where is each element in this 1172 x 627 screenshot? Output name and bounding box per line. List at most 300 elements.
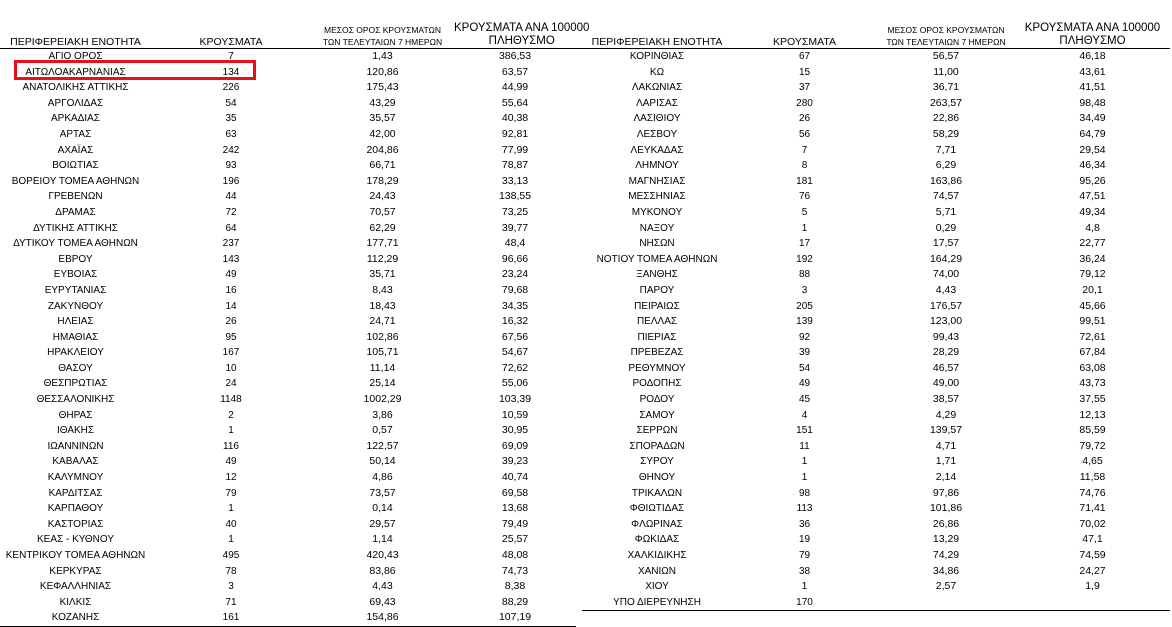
cases-value: 37: [798, 82, 811, 94]
cases-per-100000-value: 88,29: [501, 595, 529, 608]
table-row: [0, 548, 576, 564]
table-row: [0, 517, 576, 533]
table-row: [582, 80, 1170, 96]
avg-7-days-value: 97,86: [932, 486, 960, 499]
cases-value: 7: [801, 144, 808, 156]
cases-value: 139: [796, 316, 813, 328]
cases-per-100000-value: 92,81: [501, 127, 529, 140]
avg-7-days-value: 1,14: [372, 533, 393, 546]
table-row: [582, 205, 1170, 221]
table-row: [0, 454, 576, 470]
cases-value: 76: [798, 191, 811, 203]
region-name: ΒΟΡΕΙΟΥ ΤΟΜΕΑ ΑΘΗΝΩΝ: [11, 175, 140, 187]
table-row: [582, 361, 1170, 377]
table-row: [582, 579, 1170, 595]
cases-value: 36: [798, 518, 811, 530]
cases-value: 1: [228, 534, 234, 546]
cases-value: 93: [225, 160, 237, 172]
avg-7-days-value: 5,71: [935, 205, 957, 218]
cases-value: 98: [798, 487, 811, 499]
cases-per-100000-value: 74,59: [1079, 549, 1106, 561]
cases-value: 14: [225, 300, 237, 312]
region-name: ΠΙΕΡΙΑΣ: [637, 331, 677, 343]
cases-per-100000-value: 30,95: [501, 424, 529, 437]
table-row: [582, 127, 1170, 143]
region-name: ΚΟΖΑΝΗΣ: [0, 610, 151, 626]
region-name: ΛΗΜΝΟΥ: [635, 160, 679, 172]
region-name: ΦΘΙΩΤΙΔΑΣ: [629, 503, 685, 515]
region-name: ΣΑΜΟΥ: [639, 409, 675, 421]
right-table-header: [582, 14, 1170, 49]
avg-7-days-value: 34,86: [932, 564, 960, 577]
cases-per-100000-value: 10,59: [501, 408, 529, 421]
cases-per-100000-value: 36,24: [1079, 252, 1106, 265]
table-row: [582, 174, 1170, 190]
cases-per-100000-value: 13,68: [501, 502, 529, 515]
avg-7-days-value: 102,86: [366, 330, 399, 343]
table-row: [582, 392, 1170, 408]
table-row: [582, 454, 1170, 470]
table-row: [0, 486, 576, 502]
region-name: ΘΕΣΣΑΛΟΝΙΚΗΣ: [36, 394, 115, 406]
cases-per-100000-value: 71,41: [1079, 502, 1106, 515]
cases-per-100000-value: 138,55: [498, 190, 532, 203]
cases-per-100000-value: 16,32: [501, 315, 529, 328]
header-avg-7-days: ΜΕΣΟΣ ΟΡΟΣ ΚΡΟΥΣΜΑΤΩΝ ΤΩΝ ΤΕΛΕΥΤΑΙΩΝ 7 ΗΜΕΡΩΝ: [877, 14, 1015, 49]
cases-per-100000-value: 85,59: [1079, 424, 1106, 437]
table-row: [0, 127, 576, 143]
header-cases-per-100000: ΚΡΟΥΣΜΑΤΑ ΑΝΑ 100000 ΠΛΗΘΥΣΜΟ: [1015, 14, 1170, 49]
region-name: ΝΗΣΩΝ: [639, 238, 675, 250]
avg-7-days-value: 43,29: [369, 96, 396, 109]
table-row: [582, 236, 1170, 252]
table-row: [582, 314, 1170, 330]
cases-value: 226: [222, 82, 240, 94]
avg-7-days-value: 11,14: [369, 361, 396, 374]
region-name: ΛΕΣΒΟΥ: [636, 128, 678, 140]
avg-7-days-value: 18,43: [369, 299, 396, 312]
cases-value: 16: [225, 284, 237, 296]
avg-7-days-value: 2,14: [935, 471, 957, 484]
table-row: [0, 579, 576, 595]
cases-per-100000-value: 79,12: [1079, 268, 1106, 281]
cases-per-100000-value: 25,57: [501, 533, 529, 546]
cases-value: 17: [798, 238, 811, 250]
table-row: [0, 283, 576, 299]
table-row: [582, 517, 1170, 533]
region-name: ΚΑΡΔΙΤΣΑΣ: [48, 487, 103, 499]
table-row: [0, 376, 576, 392]
cases-value: 2: [228, 409, 234, 421]
cases-value: 7: [228, 51, 234, 62]
cases-per-100000-value: 70,02: [1079, 517, 1106, 530]
table-row: [0, 564, 576, 580]
avg-7-days-value: 74,00: [932, 268, 960, 281]
avg-7-days-value: 56,57: [932, 50, 960, 62]
region-name: ΧΑΝΙΩΝ: [637, 565, 677, 577]
cases-value: 196: [222, 175, 240, 187]
cases-value: 38: [798, 565, 811, 577]
avg-7-days-value: 176,57: [929, 299, 963, 312]
table-row: [0, 330, 576, 346]
table-row: [582, 376, 1170, 392]
avg-7-days-value: 4,43: [935, 283, 957, 296]
cases-value: 3: [228, 581, 234, 593]
right-data-table: [582, 49, 1170, 611]
cases-per-100000-value: 34,35: [501, 299, 529, 312]
cases-per-100000-value: 12,13: [1079, 408, 1106, 421]
avg-7-days-value: 73,57: [369, 486, 396, 499]
table-row: [582, 470, 1170, 486]
cases-value: 54: [225, 97, 237, 109]
region-name: ΑΧΑΪΑΣ: [57, 144, 94, 156]
table-row: [0, 423, 576, 439]
region-name: ΛΑΚΩΝΙΑΣ: [631, 82, 683, 94]
region-name: ΤΡΙΚΑΛΩΝ: [631, 487, 683, 499]
avg-7-days-value: 29,57: [369, 517, 396, 530]
cases-value: 280: [796, 97, 813, 109]
cases-value: 49: [225, 269, 237, 281]
table-row: [0, 532, 576, 548]
region-name: ΑΓΙΟ ΟΡΟΣ: [48, 51, 103, 62]
table-row: [582, 111, 1170, 127]
avg-7-days-value: 3,86: [372, 408, 393, 421]
region-name: ΕΒΡΟΥ: [58, 253, 93, 265]
table-row: [582, 408, 1170, 424]
region-name: ΣΥΡΟΥ: [640, 456, 674, 468]
cases-value: 1: [801, 222, 808, 234]
region-name: ΑΙΤΩΛΟΑΚΑΡΝΑΝΙΑΣ: [25, 66, 126, 78]
cases-value: 1: [228, 503, 234, 515]
table-row: [582, 345, 1170, 361]
cases-per-100000-value: 67,56: [501, 330, 529, 343]
table-row: [0, 392, 576, 408]
cases-value: 1: [801, 581, 808, 593]
region-name: ΠΑΡΟΥ: [639, 284, 675, 296]
avg-7-days-value: 11,00: [933, 65, 959, 78]
cases-per-100000-value: 24,27: [1079, 564, 1106, 577]
avg-7-days-value: 22,86: [932, 112, 960, 125]
cases-value: 5: [801, 206, 808, 218]
region-name: ΝΑΞΟΥ: [639, 222, 675, 234]
avg-7-days-value: 25,14: [369, 377, 396, 390]
cases-value: 495: [222, 550, 240, 561]
table-row: [582, 158, 1170, 174]
avg-7-days-value: 204,86: [366, 143, 399, 156]
region-name: ΡΕΘΥΜΝΟΥ: [628, 362, 686, 374]
cases-per-100000-value: 43,73: [1079, 377, 1106, 390]
header-cases: ΚΡΟΥΣΜΑΤΑ: [732, 14, 877, 49]
table-row: [0, 205, 576, 221]
cases-value: 35: [225, 113, 237, 125]
region-name: ΠΡΕΒΕΖΑΣ: [630, 347, 684, 359]
avg-7-days-value: 123,00: [929, 315, 963, 328]
region-name: ΚΕΝΤΡΙΚΟΥ ΤΟΜΕΑ ΑΘΗΝΩΝ: [5, 550, 146, 561]
avg-7-days-value: 17,57: [932, 237, 960, 250]
avg-7-days-value: 154,86: [311, 610, 454, 626]
avg-7-days-value: 74,57: [932, 190, 960, 203]
avg-7-days-value: 50,14: [369, 455, 396, 468]
cases-per-100000-value: 20,1: [1082, 283, 1103, 296]
table-row: [582, 143, 1170, 159]
cases-value: 71: [225, 596, 237, 608]
region-name: ΚΑΒΑΛΑΣ: [52, 456, 99, 468]
cases-per-100000-value: 44,99: [501, 81, 529, 94]
avg-7-days-value: 66,71: [369, 159, 396, 172]
table-row: [582, 267, 1170, 283]
cases-value: 170: [732, 595, 877, 611]
cases-per-100000-value: 48,4: [504, 237, 526, 250]
cases-value: 161: [151, 610, 311, 626]
cases-value: 63: [225, 128, 237, 140]
cases-per-100000-value: 47,51: [1079, 190, 1106, 203]
avg-7-days-value: 8,43: [372, 283, 393, 296]
cases-per-100000-value: 22,77: [1079, 237, 1106, 250]
region-name: ΠΕΛΛΑΣ: [636, 316, 678, 328]
cases-value: 167: [222, 347, 240, 359]
region-name: ΓΡΕΒΕΝΩΝ: [48, 191, 103, 203]
avg-7-days-value: 0,14: [372, 502, 393, 515]
cases-value: 15: [798, 66, 811, 78]
table-row: [582, 501, 1170, 517]
avg-7-days-value: 0,57: [372, 424, 393, 437]
cases-per-100000-value: 72,62: [501, 361, 529, 374]
region-name: ΗΜΑΘΙΑΣ: [52, 331, 99, 343]
region-name: ΦΩΚΙΔΑΣ: [634, 534, 680, 546]
table-row: [0, 80, 576, 96]
region-name: ΚΕΦΑΛΛΗΝΙΑΣ: [39, 581, 112, 593]
region-name: ΘΕΣΠΡΩΤΙΑΣ: [43, 378, 108, 390]
avg-7-days-value: 99,43: [932, 330, 960, 343]
cases-per-100000-value: 39,77: [501, 221, 529, 234]
avg-7-days-value: 7,71: [935, 143, 957, 156]
cases-per-100000-value: 55,06: [501, 377, 529, 390]
left-table-header: [0, 14, 589, 49]
avg-7-days-value: 112,29: [366, 252, 399, 265]
table-row: [0, 158, 576, 174]
cases-value: 40: [225, 518, 237, 530]
cases-value: 78: [225, 565, 237, 577]
cases-per-100000-value: 29,54: [1079, 143, 1106, 156]
table-row: [0, 361, 576, 377]
header-cases: ΚΡΟΥΣΜΑΤΑ: [151, 14, 311, 49]
region-name: ΛΑΣΙΘΙΟΥ: [633, 113, 681, 125]
cases-per-100000-value: 49,34: [1079, 205, 1106, 218]
cases-value: 79: [225, 487, 237, 499]
region-name: ΧΙΟΥ: [645, 581, 669, 593]
table-row: [0, 111, 576, 127]
avg-7-days-value: 122,57: [366, 439, 399, 452]
cases-value: 1148: [220, 394, 242, 406]
highlight-box: [14, 60, 256, 80]
region-name: ΔΥΤΙΚΗΣ ΑΤΤΙΚΗΣ: [33, 222, 118, 234]
avg-7-days-value: 69,43: [369, 595, 396, 608]
region-name: ΜΕΣΣΗΝΙΑΣ: [628, 191, 686, 203]
avg-7-days-value: 1,43: [372, 50, 393, 62]
avg-7-days-value: 24,43: [369, 190, 396, 203]
avg-7-days-value: 164,29: [929, 252, 963, 265]
cases-value: 45: [798, 394, 811, 406]
region-name: ΧΑΛΚΙΔΙΚΗΣ: [627, 550, 687, 561]
cases-per-100000-value: 64,79: [1079, 127, 1106, 140]
table-row: [0, 439, 576, 455]
region-name: ΗΡΑΚΛΕΙΟΥ: [47, 347, 104, 359]
region-name: ΑΝΑΤΟΛΙΚΗΣ ΑΤΤΙΚΗΣ: [22, 82, 129, 94]
avg-7-days-value: 105,71: [366, 346, 399, 359]
cases-value: 237: [222, 238, 240, 250]
cases-per-100000-value: 48,08: [501, 549, 529, 561]
cases-per-100000-value: [1015, 595, 1170, 611]
region-name: ΞΑΝΘΗΣ: [636, 269, 678, 281]
cases-value: 24: [225, 378, 237, 390]
avg-7-days-value: 74,29: [932, 549, 960, 561]
cases-per-100000-value: 72,61: [1079, 330, 1106, 343]
avg-7-days-value: [877, 595, 1015, 611]
region-name: ΚΕΡΚΥΡΑΣ: [49, 565, 102, 577]
avg-7-days-value: 2,57: [935, 580, 957, 593]
avg-7-days-value: 36,71: [932, 81, 960, 94]
table-row: [582, 486, 1170, 502]
cases-per-100000-value: 55,64: [501, 96, 529, 109]
cases-value: 72: [225, 206, 237, 218]
table-row: [0, 501, 576, 517]
region-name: ΚΑΣΤΟΡΙΑΣ: [47, 518, 104, 530]
cases-value: 3: [801, 284, 808, 296]
table-row: [0, 267, 576, 283]
cases-per-100000-value: 46,18: [1079, 50, 1106, 62]
avg-7-days-value: 1002,29: [363, 393, 402, 406]
region-name: ΔΥΤΙΚΟΥ ΤΟΜΕΑ ΑΘΗΝΩΝ: [13, 238, 138, 250]
region-name: ΙΘΑΚΗΣ: [56, 425, 95, 437]
cases-per-100000-value: 40,38: [501, 112, 529, 125]
cases-value: 26: [225, 316, 237, 328]
cases-per-100000-value: 46,34: [1079, 159, 1106, 172]
cases-value: 79: [798, 550, 811, 561]
avg-7-days-value: 4,29: [935, 408, 957, 421]
avg-7-days-value: 139,57: [929, 424, 963, 437]
avg-7-days-value: 24,71: [369, 315, 396, 328]
avg-7-days-value: 35,57: [369, 112, 396, 125]
cases-per-100000-value: 63,08: [1079, 361, 1106, 374]
table-row: [582, 283, 1170, 299]
cases-value: 242: [222, 144, 240, 156]
region-name: ΕΥΡΥΤΑΝΙΑΣ: [44, 284, 107, 296]
avg-7-days-value: 101,86: [929, 502, 963, 515]
cases-per-100000-value: 98,48: [1079, 96, 1106, 109]
table-row: [582, 330, 1170, 346]
cases-per-100000-value: 34,49: [1079, 112, 1106, 125]
cases-value: 134: [222, 66, 240, 78]
table-row: [582, 299, 1170, 315]
cases-value: 143: [222, 253, 240, 265]
region-name: ΘΑΣΟΥ: [58, 362, 93, 374]
avg-7-days-value: 42,00: [369, 127, 396, 140]
table-row: [582, 65, 1170, 81]
avg-7-days-value: 70,57: [369, 205, 396, 218]
cases-value: 95: [225, 331, 237, 343]
avg-7-days-value: 4,71: [935, 439, 957, 452]
region-name: ΣΕΡΡΩΝ: [636, 425, 678, 437]
avg-7-days-value: 13,29: [932, 533, 960, 546]
region-name: ΙΩΑΝΝΙΝΩΝ: [47, 440, 104, 452]
left-data-table: [0, 49, 576, 627]
cases-per-100000-value: 79,68: [501, 283, 529, 296]
cases-per-100000-value: 79,49: [501, 517, 529, 530]
region-name: ΚΟΡΙΝΘΙΑΣ: [629, 51, 685, 62]
cases-per-100000-value: 78,87: [501, 159, 529, 172]
region-name: ΑΡΚΑΔΙΑΣ: [51, 113, 100, 125]
table-row: [0, 236, 576, 252]
avg-7-days-value: 38,57: [932, 393, 960, 406]
cases-value: 49: [225, 456, 237, 468]
cases-value: 67: [798, 51, 811, 62]
table-row: [0, 470, 576, 486]
cases-value: 19: [798, 534, 811, 546]
table-row: [0, 314, 576, 330]
region-name: ΠΕΙΡΑΙΩΣ: [634, 300, 680, 312]
table-row: [0, 408, 576, 424]
cases-per-100000-value: 40,74: [501, 471, 529, 484]
region-name: ΚΑΛΥΜΝΟΥ: [47, 472, 104, 484]
cases-per-100000-value: 4,65: [1082, 455, 1103, 468]
table-row: [582, 252, 1170, 268]
table-row: [582, 439, 1170, 455]
cases-per-100000-value: 45,66: [1079, 299, 1106, 312]
cases-per-100000-value: 63,57: [501, 65, 529, 78]
cases-per-100000-value: 77,99: [501, 143, 529, 156]
avg-7-days-value: 178,29: [366, 174, 399, 187]
cases-value: 181: [796, 175, 813, 187]
table-row: [0, 345, 576, 361]
avg-7-days-value: 28,29: [932, 346, 960, 359]
table-row: [0, 595, 576, 611]
header-avg-7-days: ΜΕΣΟΣ ΟΡΟΣ ΚΡΟΥΣΜΑΤΩΝ ΤΩΝ ΤΕΛΕΥΤΑΙΩΝ 7 ΗΜΕΡΩΝ: [311, 14, 454, 49]
cases-value: 205: [796, 300, 813, 312]
table-row: [0, 143, 576, 159]
avg-7-days-value: 4,43: [372, 580, 393, 593]
cases-per-100000-value: 39,23: [501, 455, 529, 468]
avg-7-days-value: 0,29: [935, 221, 957, 234]
cases-per-100000-value: 23,24: [501, 268, 529, 281]
avg-7-days-value: 83,86: [369, 564, 396, 577]
cases-value: 8: [801, 160, 808, 172]
table-row: [0, 221, 576, 237]
region-name: ΚΩ: [649, 66, 665, 78]
header-region: ΠΕΡΙΦΕΡΕΙΑΚΗ ΕΝΟΤΗΤΑ: [582, 14, 732, 49]
cases-value: 92: [798, 331, 811, 343]
cases-per-100000-value: 386,53: [498, 50, 532, 62]
region-name: ΗΛΕΙΑΣ: [57, 316, 94, 328]
cases-value: 1: [801, 472, 808, 484]
cases-value: 1: [801, 456, 808, 468]
region-name: ΣΠΟΡΑΔΩΝ: [629, 440, 685, 452]
table-row: [582, 548, 1170, 564]
avg-7-days-value: 26,86: [932, 517, 960, 530]
cases-per-100000-value: 11,58: [1079, 471, 1106, 484]
region-name: ΛΑΡΙΣΑΣ: [636, 97, 678, 109]
cases-value: 116: [223, 440, 239, 452]
table-row: [582, 564, 1170, 580]
avg-7-days-value: 263,57: [929, 96, 963, 109]
region-name: ΖΑΚΥΝΘΟΥ: [47, 300, 104, 312]
region-name: ΘΗΝΟΥ: [638, 472, 676, 484]
table-row: [0, 96, 576, 112]
cases-per-100000-value: 95,26: [1079, 174, 1106, 187]
region-name: ΛΕΥΚΑΔΑΣ: [630, 144, 684, 156]
cases-value: 12: [225, 472, 237, 484]
cases-value: 56: [798, 128, 811, 140]
region-name: ΜΑΓΝΗΣΙΑΣ: [628, 175, 686, 187]
